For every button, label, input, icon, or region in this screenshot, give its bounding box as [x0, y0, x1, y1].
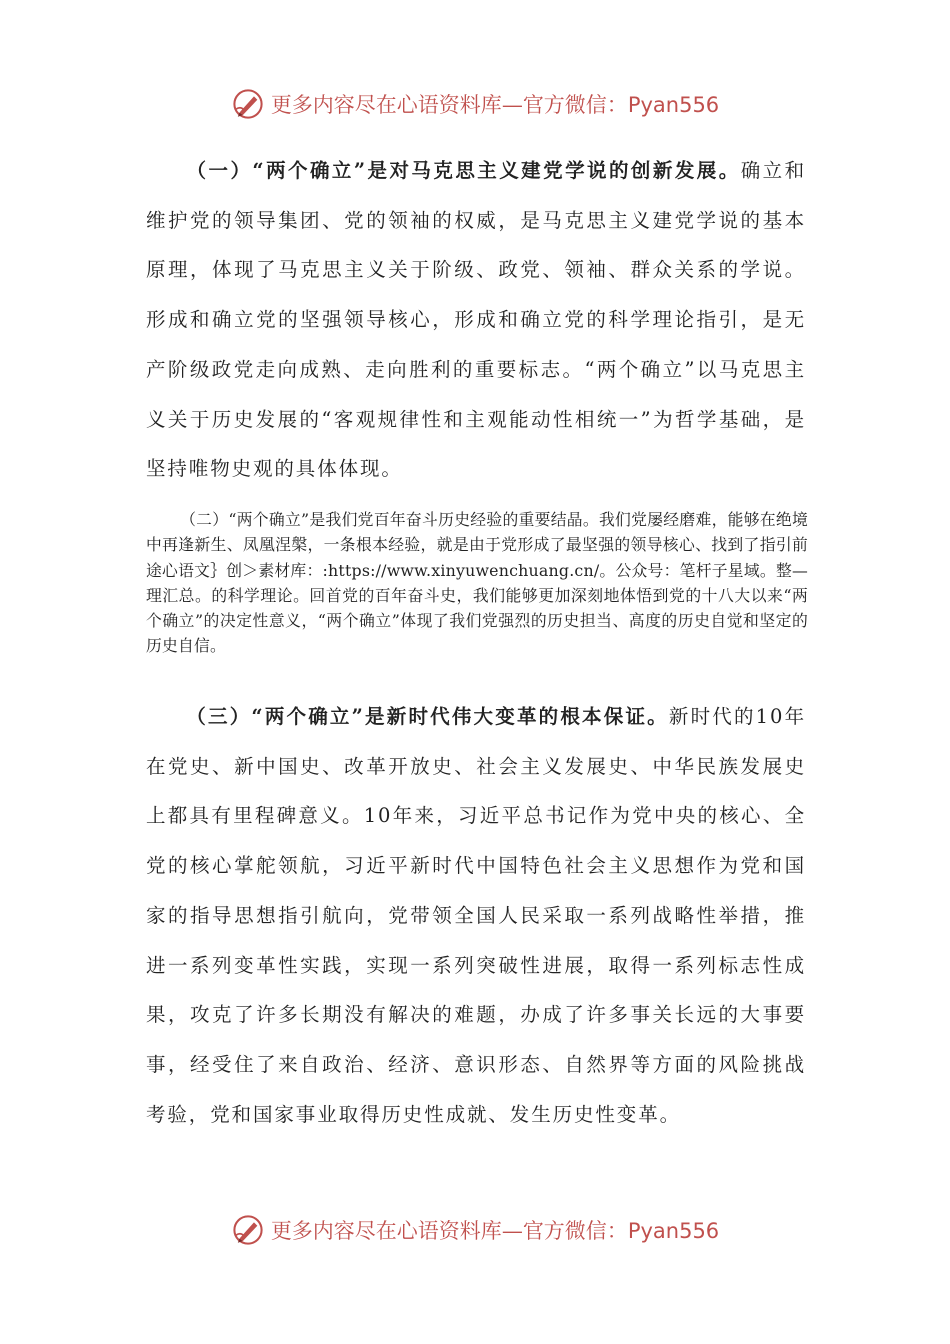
banner-wechat-label: 官方微信：	[522, 1219, 628, 1243]
paragraph-1-body: 确立和维护党的领导集团、党的领袖的权威，是马克思主义建党学说的基本原理，体现了马克思主义关于阶级、政党、领袖、群众关系的学说。形成和确立党的坚强领导核心，形成和确立党的科学理论指引，是无产阶级政党走向成熟、走向胜利的重要标志。“两个确立”以马克思主义关于历史发展的“客观规律性和主观能动性相统一”为哲学基础，是坚持唯物史观的具体体现。	[146, 159, 806, 481]
paragraph-1	[146, 146, 806, 494]
paragraph-2-text: （二）“两个确立”是我们党百年奋斗历史经验的重要结晶。我们党屡经磨难，能够在绝境中再逢新生、凤凰涅槃，一条根本经验，就是由于党形成了最坚强的领导核心、找到了指引前途心语文｝创＞素材库：:https://www.xinyuwenchuang.cn/。公众号：笔杆子星域。整—理汇总。的科学理论。回首党的百年奋斗史，我们能够更加深刻地体悟到党的十八大以来“两个确立”的决定性意义，“两个确立”体现了我们党强烈的历史担当、高度的历史自觉和坚定的历史自信。	[146, 510, 808, 656]
banner-title: 更多内容尽在心语资料库	[270, 1219, 502, 1243]
header-banner	[0, 84, 950, 124]
banner-title: 更多内容尽在心语资料库	[270, 93, 502, 117]
footer-banner	[0, 1210, 950, 1250]
banner-wechat-id: Pyan556	[627, 1219, 720, 1243]
paragraph-3-body: 新时代的10年在党史、新中国史、改革开放史、社会主义发展史、中华民族发展史上都具有里程碑意义。10年来，习近平总书记作为党中央的核心、全党的核心掌舵领航，习近平新时代中国特色社会主义思想作为党和国家的指导思想指引航向，党带领全国人民采取一系列战略性举措，推进一系列变革性实践，实现一系列突破性进展，取得一系列标志性成果，攻克了许多长期没有解决的难题，办成了许多事关长远的大事要事，经受住了来自政治、经济、意识形态、自然界等方面的风险挑战考验，党和国家事业取得历史性成就、发生历史性变革。	[146, 705, 806, 1126]
banner-separator: —	[501, 93, 523, 117]
pen-logo-icon	[231, 87, 265, 121]
paragraph-3-lead: （三）“两个确立”是新时代伟大变革的根本保证。	[186, 705, 669, 728]
banner-wechat-label: 官方微信：	[522, 93, 628, 117]
paragraph-2	[146, 507, 808, 659]
paragraph-3	[146, 692, 806, 1139]
pen-logo-icon	[231, 1213, 265, 1247]
banner-wechat-id: Pyan556	[627, 93, 720, 117]
banner-separator: —	[501, 1219, 523, 1243]
paragraph-1-lead: （一）“两个确立”是对马克思主义建党学说的创新发展。	[186, 159, 741, 182]
